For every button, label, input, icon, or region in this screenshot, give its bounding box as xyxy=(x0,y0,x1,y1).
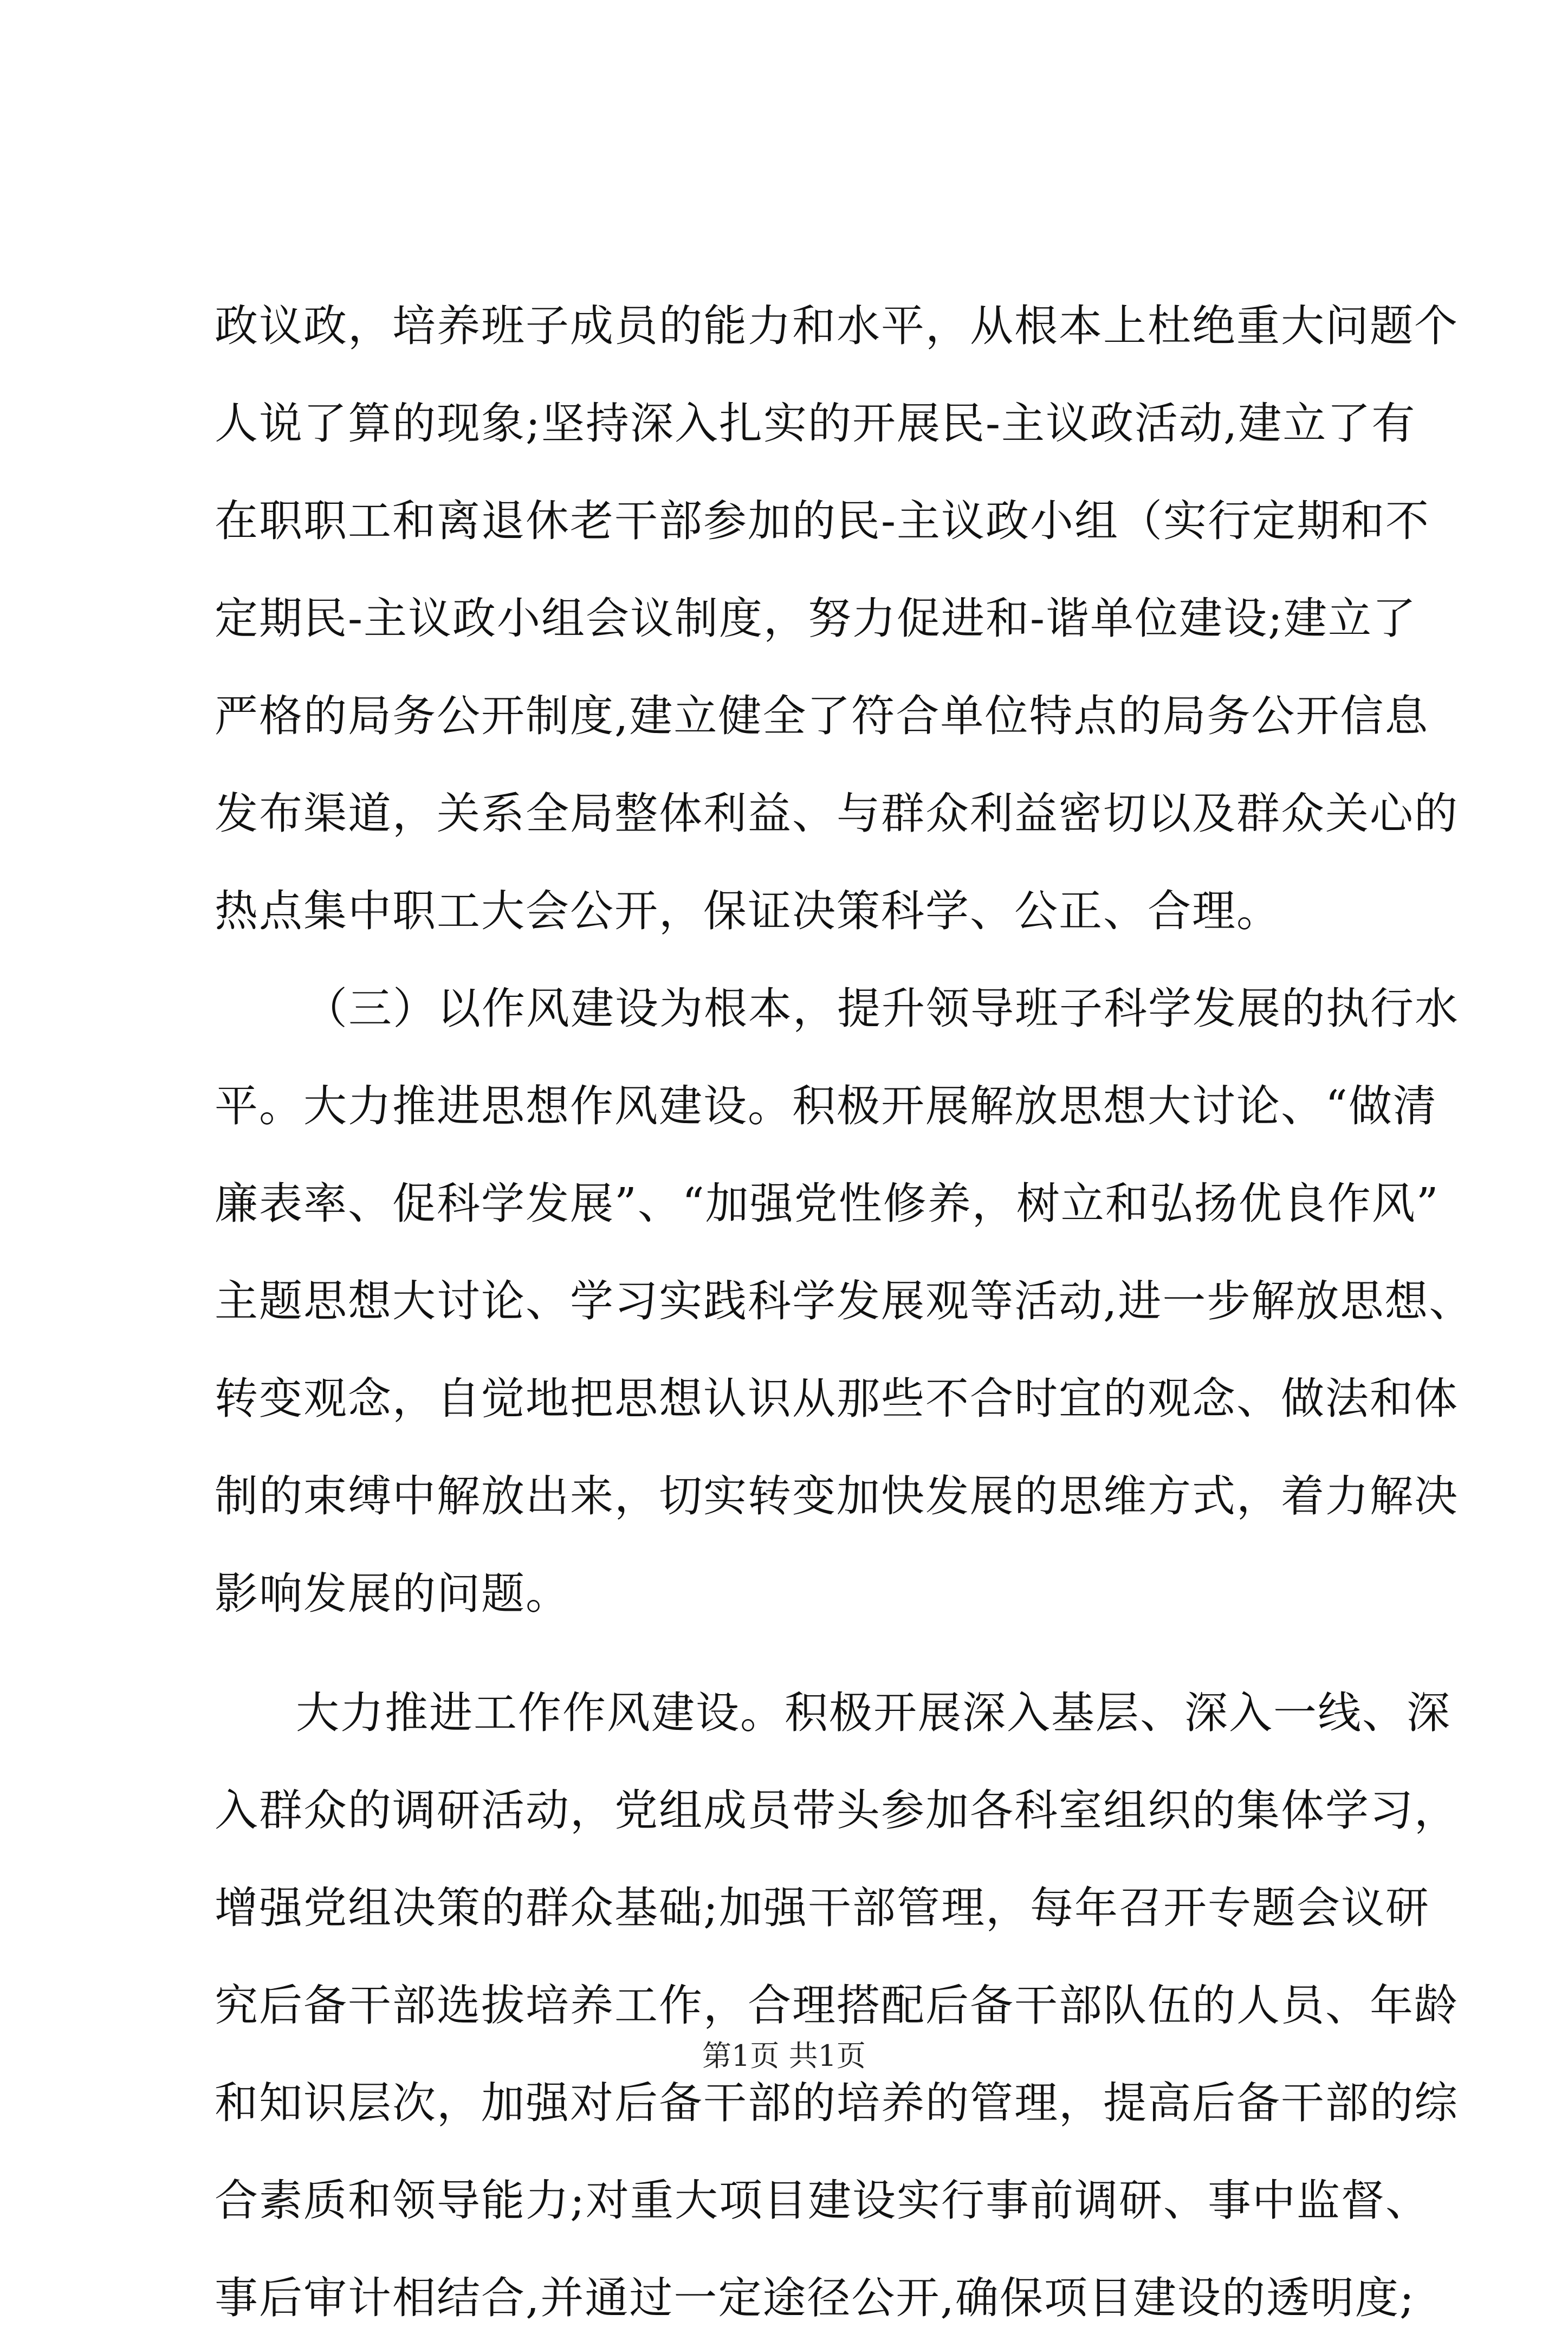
text-line: 转变观念，自觉地把思想认识从那些不合时宜的观念、做法和体 xyxy=(215,1373,1459,1424)
text-line: 和知识层次，加强对后备干部的培养的管理，提高后备干部的综 xyxy=(215,2078,1459,2128)
text-line: 究后备干部选拔培养工作，合理搭配后备干部队伍的人员、年龄 xyxy=(215,1980,1459,2031)
text-line: 平。大力推进思想作风建设。积极开展解放思想大讨论、“做清 xyxy=(215,1081,1437,1131)
text-line: 定期民-主议政小组会议制度，努力促进和-谐单位建设;建立了 xyxy=(215,593,1417,644)
page-footer: 第1页 共1页 xyxy=(702,2039,866,2073)
document-body xyxy=(215,277,1474,2347)
text-line: 入群众的调研活动，党组成员带头参加各科室组织的集体学习， xyxy=(215,1785,1459,1836)
text-line: 严格的局务公开制度,建立健全了符合单位特点的局务公开信息 xyxy=(215,691,1429,741)
text-line: 事后审计相结合,并通过一定途径公开,确保项目建设的透明度; xyxy=(215,2273,1415,2323)
text-line: 发布渠道，关系全局整体利益、与群众利益密切以及群众关心的 xyxy=(215,788,1459,839)
text-line: 主题思想大讨论、学习实践科学发展观等活动,进一步解放思想、 xyxy=(215,1276,1474,1326)
paragraph-start-line: 大力推进工作作风建设。积极开展深入基层、深入一线、深 xyxy=(296,1688,1451,1738)
text-line: 在职职工和离退休老干部参加的民-主议政小组（实行定期和不 xyxy=(215,496,1430,546)
text-line: 廉表率、促科学发展”、“加强党性修养，树立和弘扬优良作风” xyxy=(215,1178,1440,1229)
text-line: 合素质和领导能力;对重大项目建设实行事前调研、事中监督、 xyxy=(215,2175,1430,2226)
text-line: 影响发展的问题。 xyxy=(215,1568,570,1619)
text-line: 制的束缚中解放出来，切实转变加快发展的思维方式，着力解决 xyxy=(215,1471,1459,1521)
paragraph-gap xyxy=(215,1643,1379,1664)
text-line: 政议政，培养班子成员的能力和水平，从根本上杜绝重大问题个 xyxy=(215,301,1459,351)
text-line: 人说了算的现象;坚持深入扎实的开展民-主议政活动,建立了有 xyxy=(215,398,1416,449)
text-line: 增强党组决策的群众基础;加强干部管理，每年召开专题会议研 xyxy=(215,1883,1430,1933)
text-line: 热点集中职工大会公开，保证决策科学、公正、合理。 xyxy=(215,886,1281,936)
section-heading-line: （三）以作风建设为根本，提升领导班子科学发展的执行水 xyxy=(304,983,1459,1034)
